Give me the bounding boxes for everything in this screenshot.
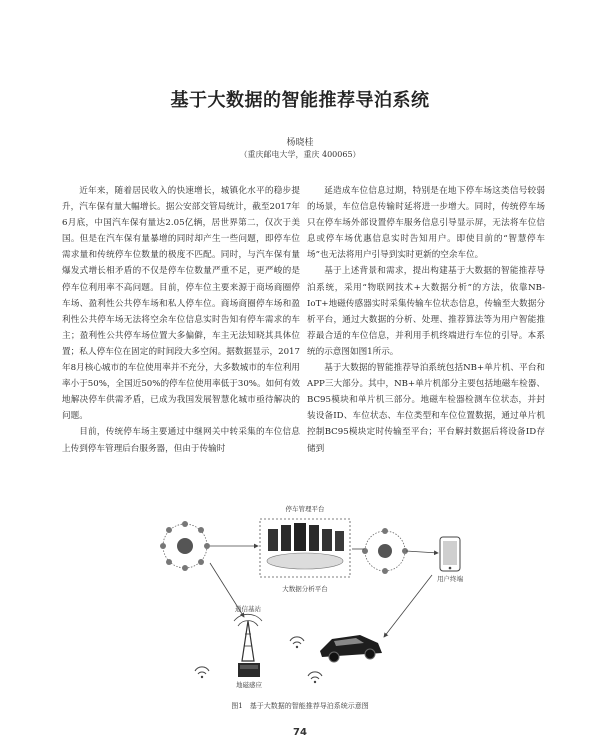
cloud-icon [267, 553, 343, 569]
system-diagram-figure [150, 501, 490, 696]
left-column [62, 183, 300, 457]
globe-to-station-arrow [210, 563, 244, 617]
page-number: 74 [293, 727, 307, 738]
wifi-signal-icon [290, 637, 304, 648]
author-affiliation: （重庆邮电大学，重庆 400065） [239, 150, 361, 159]
car-icon [320, 635, 382, 662]
right-column [307, 183, 545, 457]
system-diagram [150, 501, 490, 696]
network-globe-icon [362, 528, 408, 574]
bigdata-label: 大数据分析平台 [282, 585, 328, 593]
base-station-tower-icon [234, 614, 262, 661]
user-terminal-label: 用户终端 [437, 575, 463, 583]
author-name: 杨晓桂 [286, 138, 314, 148]
server-icon [268, 523, 344, 551]
globe-to-phone-arrow [406, 551, 438, 553]
sensor-label: 地磁感应 [236, 681, 262, 689]
network-globe-icon [160, 521, 210, 571]
phone-to-car-arrow [384, 575, 432, 637]
magnetic-sensor-icon [238, 663, 260, 677]
paragraph: 目前，传统停车场主要通过中继网关中转采集的车位信息上传到停车管理后台服务器，但由于传输时 [62, 427, 300, 454]
server-label: 停车管理平台 [285, 505, 325, 513]
base-station-label: 通信基站 [235, 605, 261, 613]
paragraph: 基于大数据的智能推荐导泊系统包括NB+单片机、平台和APP三大部分。其中，NB+单片机部分主要包括地磁车检器、BC95模块和单片机三部分。地磁车检器检测车位状态，并封装设备ID、车位状态、车位类型和车位位置数据，通过单片机控制BC95模块定时传输至平台；平台解封数据后将设备ID存储到 [307, 363, 545, 454]
paragraph: 近年来，随着居民收入的快速增长，城镇化水平的稳步提升，汽车保有量大幅增长。据公安部交管局统计，截至2017年6月底，中国汽车保有量达2.05亿辆，居世界第二，仅次于美国。但是在汽车保有量暴增的同时却产生一些问题，即停车位需求量和传统停车位数量的极度不匹配。同时，与汽车保有量爆发式增长相矛盾的不仅是停车位数量严重不足，更严峻的是停车位利用率不高问题。目前，停车位主要来源于商场商圈停车场、盈利性公共停车场和私人停车位。商场商圈停车场和盈利性公共停车场无法将空余车位信息实时告知有停车需求的车主；盈利性公共停车场位置大多偏僻，车主无法知晓其具体位置；私人停车位在固定的时间段大多空闲。据数据显示，2017年8月核心城市的车位使用率并不充分，大多数城市的车位利用率小于50%，全国近50%的停车位使用率低于30%。如何有效地解决停车供需矛盾，已成为我国发展智慧化城市亟待解决的问题。 [62, 186, 300, 422]
paragraph: 基于上述背景和需求，提出构建基于大数据的智能推荐导泊系统，采用“物联网技术+大数据分析”的方法，依靠NB-IoT+地磁传感器实时采集传输车位状态信息，传输至大数据分析平台，通过大数据的分析、处理、推荐算法等为用户智能推荐最合适的车位信息，并利用手机终端进行车位的引导。本系统的示意图如图1所示。 [307, 266, 545, 357]
wifi-signal-icon [308, 672, 322, 683]
paragraph: 延造成车位信息过期，特别是在地下停车场这类信号较弱的场景，车位信息传输时延将进一步增大。同时，传统停车场只在停车场外部设置停车服务信息引导显示屏，无法将车位信息或停车场优惠信息实时告知用户。即使目前的“智慧停车场”也无法将用户引导到实时更新的空余车位。 [307, 186, 545, 261]
wifi-signal-icon [195, 667, 209, 678]
phone-icon [440, 537, 460, 571]
figure-caption: 图1 基于大数据的智能推荐导泊系统示意图 [231, 702, 369, 710]
paper-title: 基于大数据的智能推荐导泊系统 [170, 90, 430, 111]
